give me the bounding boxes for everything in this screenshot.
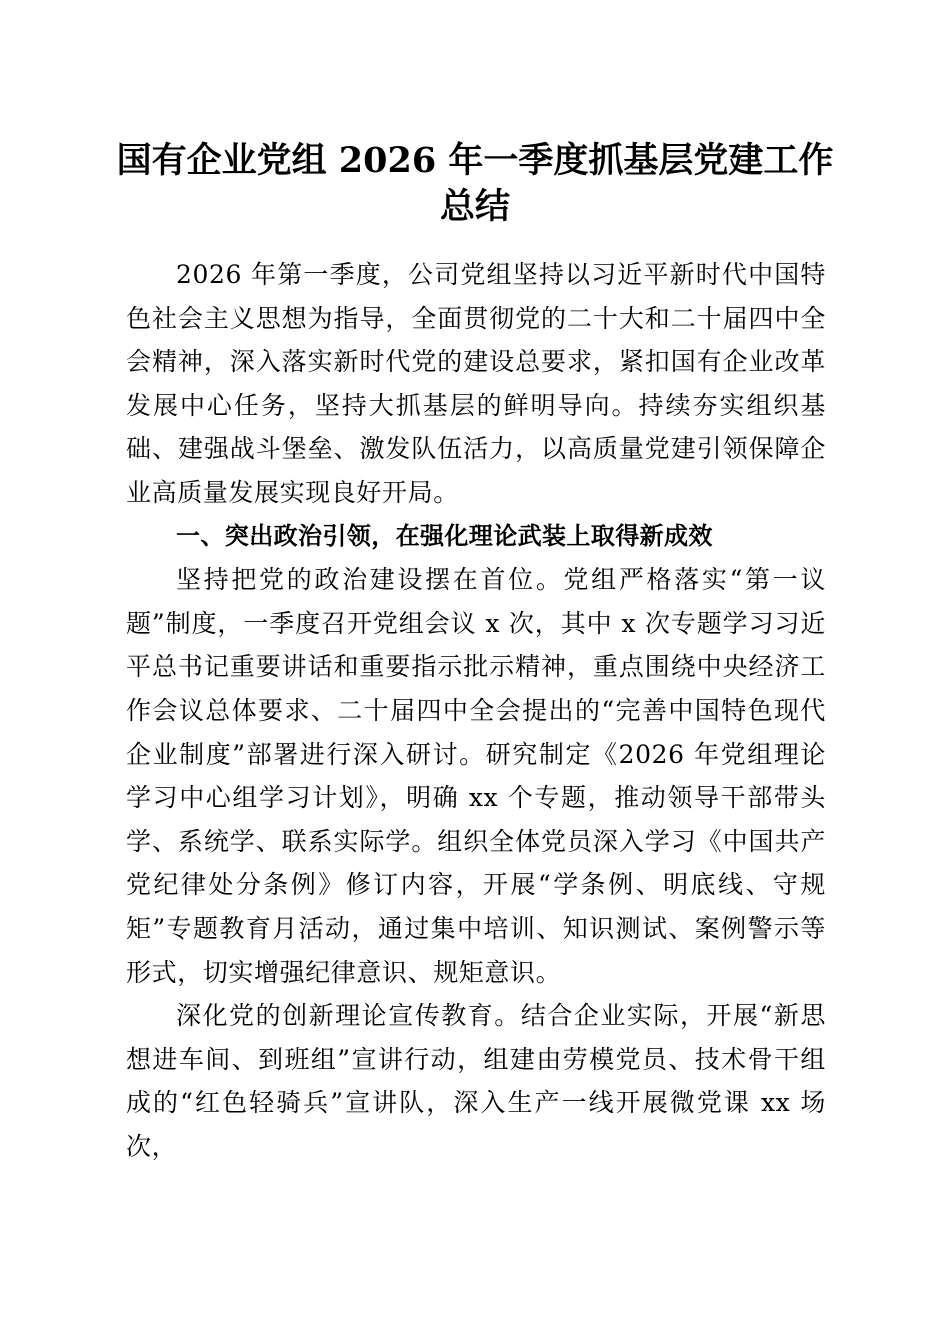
document-title-line-1: 国有企业党组 2026 年一季度抓基层党建工作 bbox=[116, 140, 834, 181]
document-body bbox=[126, 253, 826, 1168]
body-paragraph-political-building: 坚持把党的政治建设摆在首位。党组严格落实“第一议题”制度，一季度召开党组会议 x 次，其中 x 次专题学习习近平总书记重要讲话和重要指示批示精神，重点围绕中央经济工作会议总体要求、二十届四中全会提出的“完善中国特色现代企业制度”部署进行深入研讨。研究制定《2026 年党组理论学习中心组学习计划》，明确 xx 个专题，推动领导干部带头学、系统学、联系实际学。组织全体党员深入学习《中国共产党纪律处分条例》修订内容，开展“学条例、明底线、守规矩”专题教育月活动，通过集中培训、知识测试、案例警示等形式，切实增强纪律意识、规矩意识。 bbox=[126, 565, 826, 987]
intro-paragraph: 2026 年第一季度，公司党组坚持以习近平新时代中国特色社会主义思想为指导，全面贯彻党的二十大和二十届四中全会精神，深入落实新时代党的建设总要求，紧扣国有企业改革发展中心任务，坚持大抓基层的鲜明导向。持续夯实组织基础、建强战斗堡垒、激发队伍活力，以高质量党建引领保障企业高质量发展实现良好开局。 bbox=[126, 260, 826, 507]
body-paragraph-theory-education: 深化党的创新理论宣传教育。结合企业实际，开展“新思想进车间、到班组”宣讲行动，组建由劳模党员、技术骨干组成的“红色轻骑兵”宣讲队，深入生产一线开展微党课 xx 场次， bbox=[126, 1001, 826, 1161]
document-title-line-2: 总结 bbox=[439, 186, 510, 227]
section-heading-1: 一、突出政治引领，在强化理论武装上取得新成效 bbox=[176, 521, 713, 550]
